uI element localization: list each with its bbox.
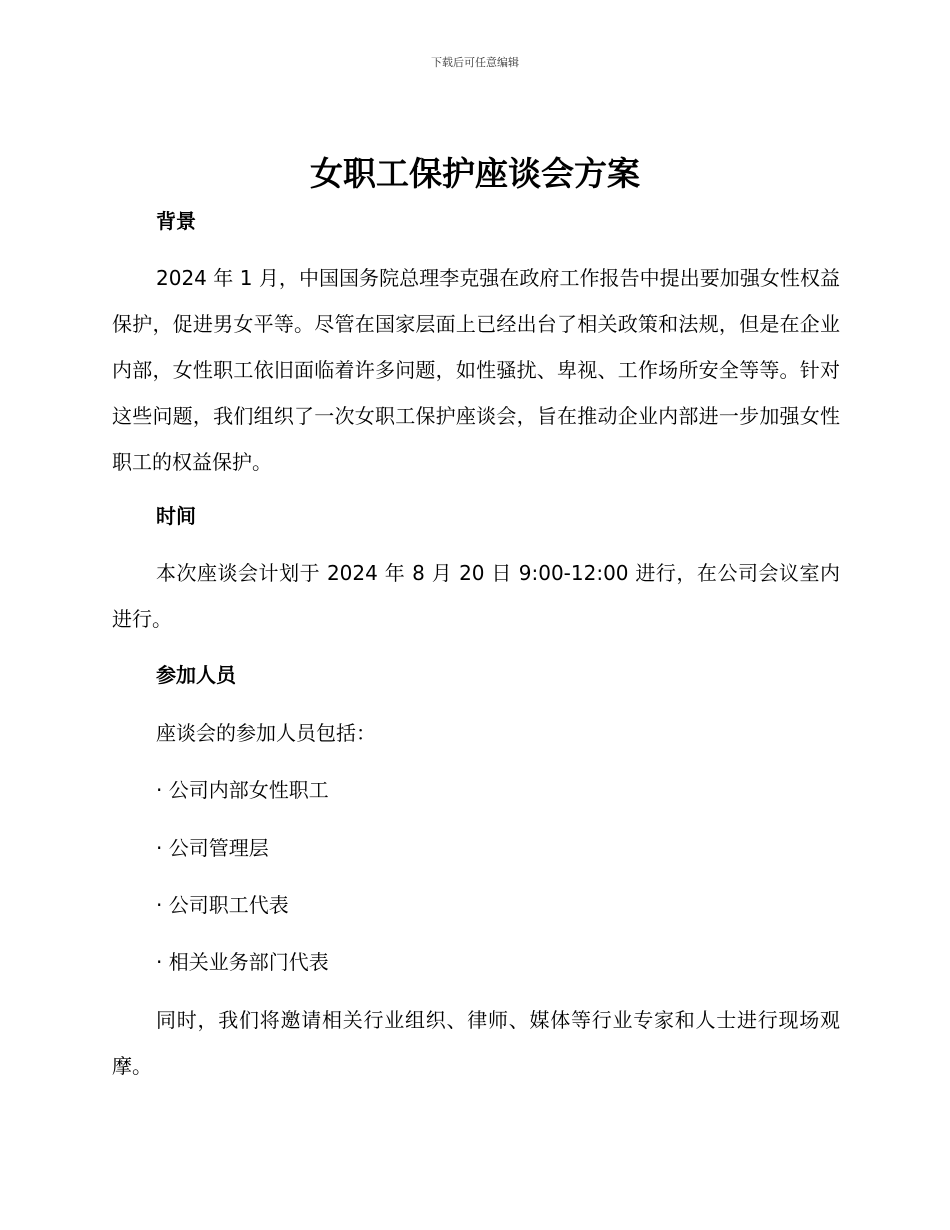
paragraph-time: 本次座谈会计划于 2024 年 8 月 20 日 9:00-12:00 进行，在公司会议室内进行。 — [112, 561, 840, 631]
list-item: · 公司管理层 — [156, 836, 269, 860]
paragraph-closing: 同时，我们将邀请相关行业组织、律师、媒体等行业专家和人士进行现场观摩。 — [112, 1008, 840, 1078]
section-heading-participants: 参加人员 — [156, 663, 236, 687]
participants-intro: 座谈会的参加人员包括： — [156, 721, 376, 745]
list-item: · 相关业务部门代表 — [156, 950, 329, 974]
section-heading-time: 时间 — [156, 504, 196, 528]
section-heading-background: 背景 — [156, 209, 196, 233]
list-item: · 公司内部女性职工 — [156, 778, 329, 802]
list-item: · 公司职工代表 — [156, 893, 289, 917]
header-note: 下载后可任意编辑 — [431, 56, 519, 69]
document-title: 女职工保护座谈会方案 — [310, 154, 640, 193]
paragraph-background: 2024 年 1 月，中国国务院总理李克强在政府工作报告中提出要加强女性权益保护，促进男女平等。尽管在国家层面上已经出台了相关政策和法规，但是在企业内部，女性职工依旧面临着许多问题，如性骚扰、卑视、工作场所安全等等。针对这些问题，我们组织了一次女职工保护座谈会，旨在推动企业内部进一步加强女性职工的权益保护。 — [112, 266, 840, 474]
